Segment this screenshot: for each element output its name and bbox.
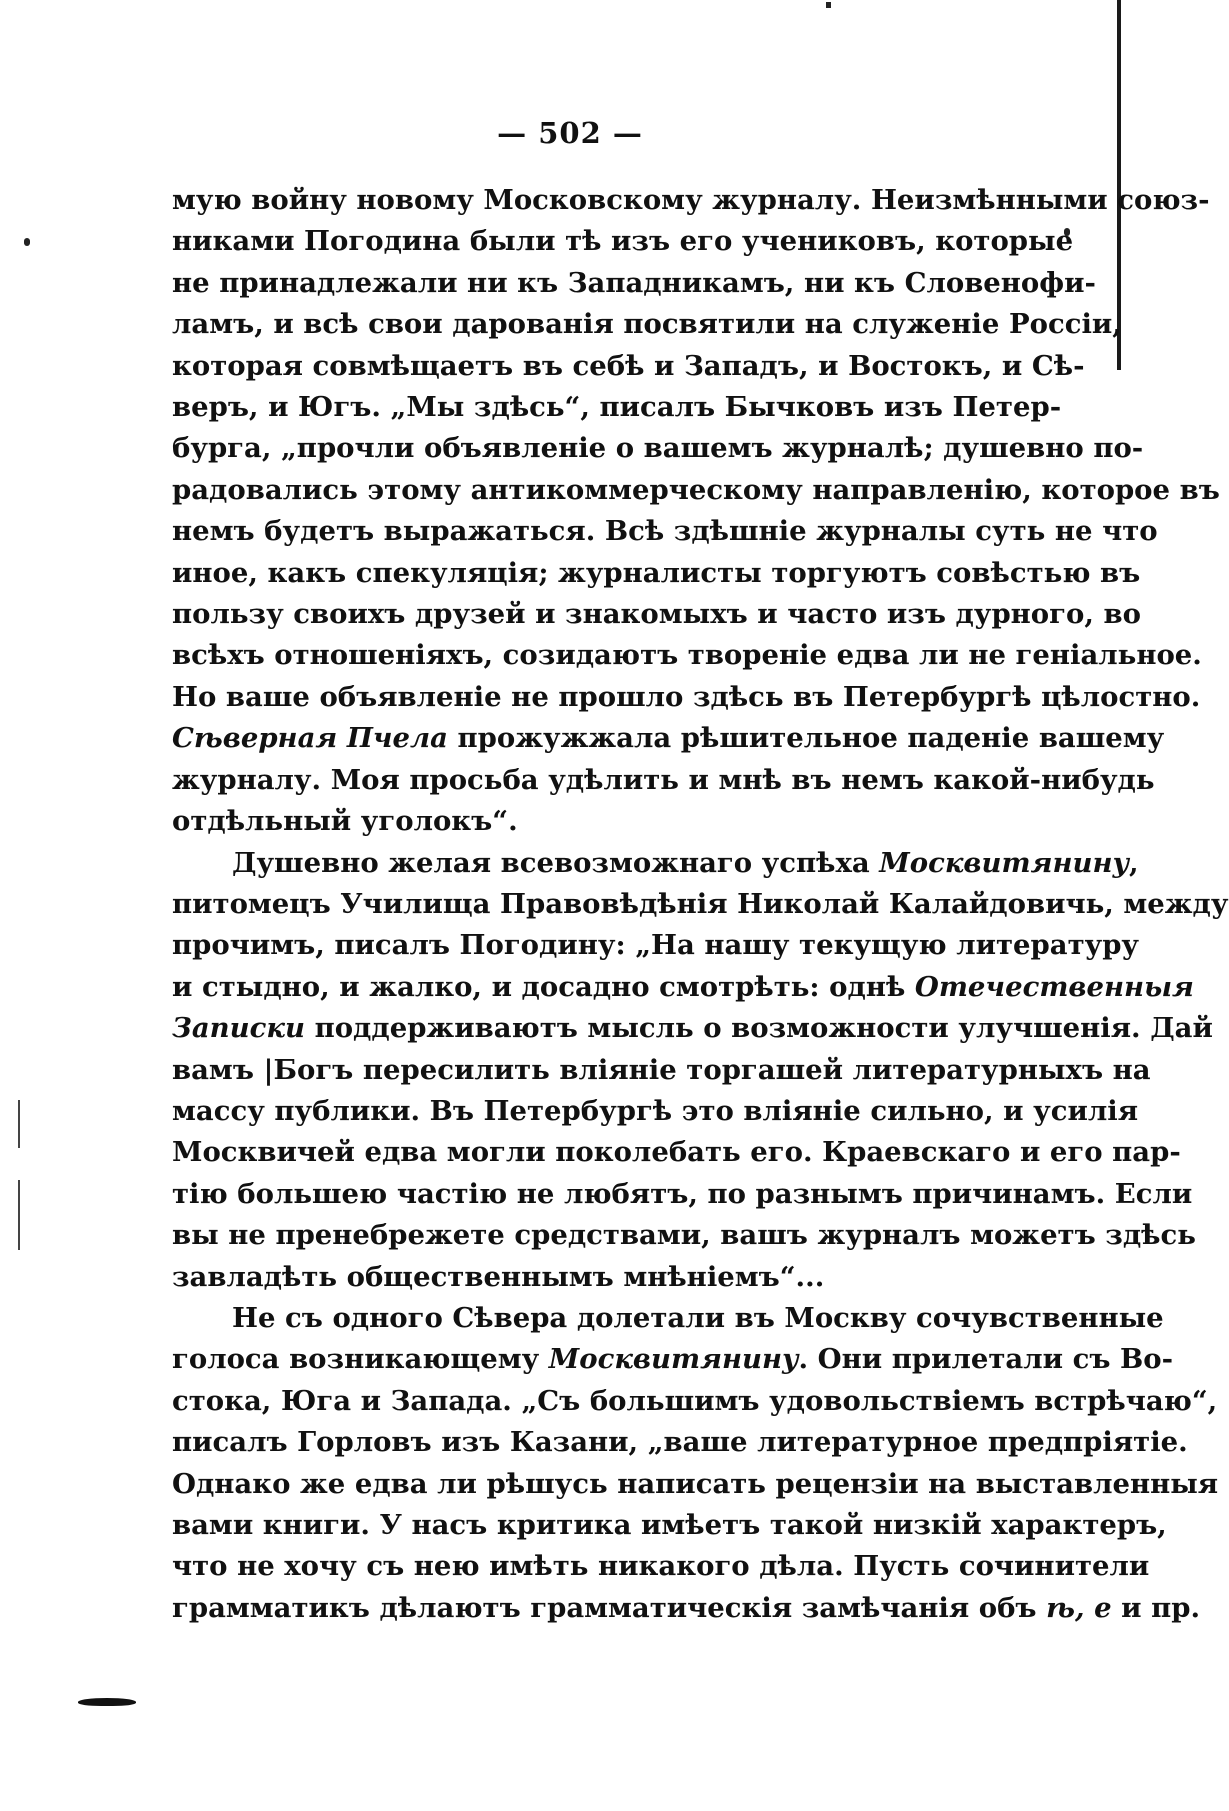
- text-run: журналу. Моя просьба удѣлить и мнѣ въ немъ какой-нибудь: [172, 763, 1155, 796]
- text-run: что не хочу съ нею имѣть никакого дѣла. Пусть сочинители: [172, 1550, 1150, 1583]
- text-line: [172, 760, 1155, 801]
- text-line: [172, 1546, 1150, 1587]
- text-line: [172, 1339, 1173, 1380]
- text-line: [172, 801, 1027, 842]
- text-run: веръ, и Югъ. „Мы здѣсь“, писалъ Бычковъ изъ Петер-: [172, 391, 1062, 424]
- text-line: [172, 1298, 1164, 1339]
- text-run: не принадлежали ни къ Западникамъ, ни къ Словенофи-: [172, 266, 1096, 299]
- text-run: радовались этому антикоммерческому направленію, которое въ: [172, 473, 1220, 506]
- text-run: вамъ |Богъ пересилить вліяніе торгашей литературныхъ на: [172, 1053, 1151, 1086]
- text-run: ,: [1129, 846, 1139, 879]
- text-run: прожужжала рѣшительное паденіе вашему: [447, 722, 1165, 755]
- text-line: [172, 1588, 1201, 1629]
- text-line: [172, 553, 1141, 594]
- page-number: — 502 —: [497, 116, 643, 150]
- text-line: [172, 1422, 1188, 1463]
- text-line: [172, 677, 1201, 718]
- text-line: [172, 1505, 1167, 1546]
- italic-title: Отечественныя: [914, 970, 1194, 1003]
- text-line: [172, 1464, 1219, 1505]
- text-line: [172, 594, 1141, 635]
- text-line: [172, 263, 1096, 304]
- text-run: бурга, „прочли объявленіе о вашемъ журналѣ; душевно по-: [172, 432, 1144, 465]
- text-run: Не съ одного Сѣвера долетали въ Москву сочувственные: [232, 1301, 1164, 1334]
- text-line: [172, 1050, 1151, 1091]
- text-run: Но ваше объявленіе не прошло здѣсь въ Петербургѣ цѣлостно.: [172, 680, 1201, 713]
- text-line: [172, 884, 1229, 925]
- text-run: Москвичей едва могли поколебать его. Краевскаго и его пар-: [172, 1136, 1181, 1169]
- text-run: писалъ Горловъ изъ Казани, „ваше литературное предпріятіе.: [172, 1426, 1188, 1459]
- text-run: мую войну новому Московскому журналу. Неизмѣнными союз-: [172, 184, 1210, 216]
- text-run: отдѣльный уголокъ“.: [172, 805, 518, 838]
- italic-title: Москвитянину: [879, 846, 1130, 879]
- text-line: [172, 967, 1194, 1008]
- text-run: прочимъ, писалъ Погодину: „На нашу текущую литературу: [172, 929, 1140, 962]
- text-line: [172, 387, 1062, 428]
- text-line: [172, 180, 1210, 221]
- text-run: ламъ, и всѣ свои дарованія посвятили на служеніе Россіи,: [172, 308, 1122, 341]
- text-run: Душевно желая всевозможнаго успѣха: [232, 846, 880, 879]
- text-line: [172, 304, 1122, 345]
- text-run: иное, какъ спекуляція; журналисты торгуютъ совѣстью въ: [172, 556, 1141, 589]
- text-run: массу публики. Въ Петербургѣ это вліяніе сильно, и усилія: [172, 1094, 1139, 1127]
- text-line: [172, 1174, 1193, 1215]
- text-run: Однако же едва ли рѣшусь написать рецензіи на выставленныя: [172, 1467, 1219, 1500]
- text-line: [172, 428, 1144, 469]
- text-line: [172, 221, 1074, 262]
- text-run: немъ будетъ выражаться. Всѣ здѣшніе журналы суть не что: [172, 515, 1158, 548]
- text-run: никами Погодина были тѣ изъ его учениковъ, которые: [172, 225, 1074, 258]
- text-run: завладѣть общественнымъ мнѣніемъ“...: [172, 1260, 825, 1293]
- text-line: [172, 635, 1202, 676]
- text-line: [172, 718, 1165, 759]
- margin-tick: [18, 1180, 20, 1250]
- text-run: . Они прилетали съ Во-: [798, 1343, 1173, 1376]
- text-run: и стыдно, и жалко, и досадно смотрѣть: однѣ: [172, 970, 915, 1003]
- text-run: которая совмѣщаетъ въ себѣ и Западъ, и Востокъ, и Сѣ-: [172, 349, 1085, 382]
- margin-speck: [24, 238, 30, 246]
- text-line: [172, 511, 1158, 552]
- text-run: и пр.: [1111, 1591, 1201, 1624]
- text-run: вы не пренебрежете средствами, вашъ журналъ можетъ здѣсь: [172, 1219, 1196, 1252]
- italic-title: Сѣверная Пчела: [172, 722, 448, 755]
- text-line: [172, 1091, 1139, 1132]
- italic-title: ѣ, е: [1046, 1591, 1112, 1624]
- scan-speck: [826, 2, 831, 8]
- text-line: [172, 1381, 1218, 1422]
- text-line: [172, 470, 1220, 511]
- text-run: грамматикъ дѣлаютъ грамматическія замѣчанія объ: [172, 1591, 1047, 1624]
- text-run: поддерживаютъ мысль о возможности улучшенія. Дай: [305, 1012, 1213, 1045]
- scan-mark: [78, 1698, 136, 1706]
- text-line: [172, 1132, 1181, 1173]
- text-line: [172, 1215, 1196, 1256]
- text-run: всѣхъ отношеніяхъ, созидаютъ твореніе едва ли не геніальное.: [172, 639, 1202, 672]
- text-run: пользу своихъ друзей и знакомыхъ и часто изъ дурного, во: [172, 598, 1141, 631]
- italic-title: Москвитянину: [548, 1343, 799, 1376]
- margin-tick: [18, 1100, 20, 1148]
- text-line: [172, 346, 1085, 387]
- italic-title: Записки: [172, 1012, 305, 1045]
- text-run: голоса возникающему: [172, 1343, 549, 1376]
- text-line: [172, 925, 1140, 966]
- text-run: тію большею частію не любятъ, по разнымъ причинамъ. Если: [172, 1177, 1193, 1210]
- text-line: [172, 1257, 1027, 1298]
- text-line: [172, 1008, 1213, 1049]
- body-text: [172, 180, 1229, 1629]
- text-run: стока, Юга и Запада. „Съ большимъ удовольствіемъ встрѣчаю“,: [172, 1384, 1218, 1417]
- text-run: вами книги. У насъ критика имѣетъ такой низкій характеръ,: [172, 1509, 1167, 1541]
- text-run: питомецъ Училища Правовѣдѣнія Николай Калайдовичь, между: [172, 887, 1229, 920]
- text-line: [172, 843, 1139, 884]
